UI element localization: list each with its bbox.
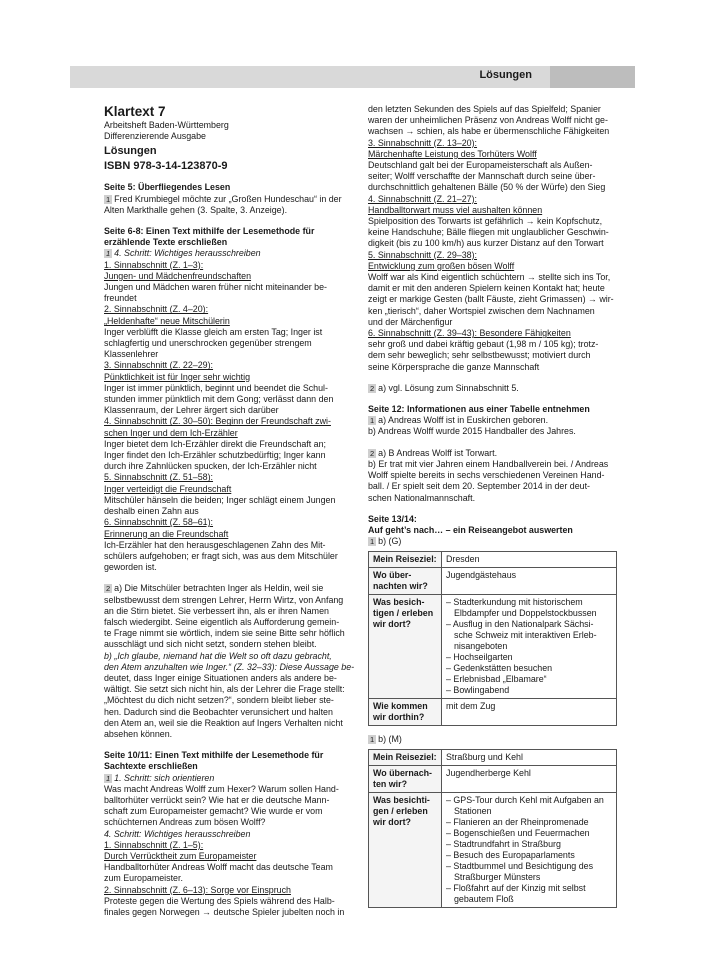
travel-table-dresden: [368, 551, 617, 726]
text-line: [104, 806, 356, 817]
line-text: Seite 13/14:: [368, 513, 417, 524]
text-line: [104, 628, 356, 639]
value-line: gebautem Floß: [454, 893, 514, 904]
line-text: 3. Sinnabschnitt (Z. 13–20):: [368, 137, 478, 148]
line-text: deutet, dass Inger einige Situationen anders als andere be-: [104, 672, 337, 683]
row-value: [442, 595, 617, 699]
value-line: – Besuch des Europaparlaments: [446, 849, 575, 860]
text-line: [368, 459, 616, 470]
text-line: [104, 707, 356, 718]
line-text: schlagfertig und unerschrocken gegenüber strengem: [104, 338, 312, 349]
left-column: [104, 104, 356, 918]
line-text: damit er mit den anderen Spielern keinen Kontakt hat; heute: [368, 283, 605, 294]
line-text: „Möchtest du dich nicht setzen?“, sondern bleibt lieber ste-: [104, 695, 334, 706]
text-line: [368, 426, 616, 437]
row-label: [369, 595, 442, 699]
line-text: 4. Sinnabschnitt (Z. 21–27):: [368, 193, 478, 204]
text-line: [104, 316, 356, 327]
text-line: [104, 226, 356, 237]
text-line: [104, 551, 356, 562]
text-line: [104, 540, 356, 551]
line-text: 4. Sinnabschnitt (Z. 30–50): Beginn der Freundschaft zwi-: [104, 416, 331, 427]
value-line: mit dem Zug: [446, 701, 496, 712]
text-line: [368, 205, 616, 216]
line-text: 3. Sinnabschnitt (Z. 22–29):: [104, 360, 214, 371]
right-column: [368, 104, 616, 908]
line-text: Durch Verrücktheit zum Europameister: [104, 850, 257, 861]
text-line: [104, 784, 356, 795]
text-line: [368, 104, 616, 115]
line-text: 6. Sinnabschnitt (Z. 39–43): Besondere Fähigkeiten: [368, 328, 571, 339]
line-text: Seite 6-8: Einen Text mithilfe der Lesemethode für: [104, 226, 315, 237]
text-line: [104, 104, 356, 119]
text-line: [368, 481, 616, 492]
value-line: nisangeboten: [454, 641, 508, 652]
line-text: Inger verteidigt die Freundschaft: [104, 483, 232, 494]
task-number: 1: [370, 416, 375, 426]
value-line: – Flanieren an der Rheinpromenade: [446, 816, 589, 827]
line-text: durch ihre Zahnlücken spucken, der Ich-Erzähler nicht: [104, 461, 317, 472]
row-label: [369, 699, 442, 726]
text-line: [104, 907, 356, 918]
value-line: – Floßfahrt auf der Kinzig mit selbst: [446, 882, 586, 893]
value-line: Stationen: [454, 805, 492, 816]
text-line: [104, 851, 356, 862]
text-line: [104, 338, 356, 349]
value-line: sche Schweiz mit interaktiven Erleb-: [454, 630, 597, 641]
line-text: Arbeitsheft Baden-Württemberg: [104, 120, 229, 130]
text-line: [368, 294, 616, 305]
line-text: a) B Andreas Wolff ist Torwart.: [378, 447, 498, 458]
row-label: [369, 749, 442, 765]
text-line: [368, 350, 616, 361]
text-line: [368, 383, 616, 394]
line-text: Seite 5: Überfliegendes Lesen: [104, 182, 231, 193]
line-text: Pünktlichkeit ist für Inger sehr wichtig: [104, 371, 251, 382]
line-text: den Atem an, weil sie die Reaktion auf Ingers Verhalten nicht: [104, 717, 343, 728]
text-line: [104, 484, 356, 495]
line-text: b) „Ich glaube, niemand hat die Welt so oft dazu gebracht,: [104, 650, 332, 661]
text-line: [104, 896, 356, 907]
text-line: [104, 394, 356, 405]
text-line: [104, 651, 356, 662]
text-line: [104, 606, 356, 617]
value-line: – Bowlingabend: [446, 685, 510, 696]
line-text: Fred Krumbiegel möchte zur „Großen Hundeschau“ in der: [114, 193, 342, 204]
text-line: [104, 583, 356, 594]
text-line: [368, 493, 616, 504]
line-text: dem sehr beweglich; sehr selbstbewusst; motiviert durch: [368, 350, 591, 361]
text-line: [368, 525, 616, 536]
text-line: [104, 617, 356, 628]
line-text: zeigt er markige Gesten (ballt Fäuste, zieht Grimassen) → wir-: [368, 294, 614, 305]
text-line: [104, 383, 356, 394]
line-text: a) Die Mitschüler betrachten Inger als Heldin, weil sie: [114, 583, 324, 594]
line-text: Sachtexte erschließen: [104, 761, 198, 772]
text-line: [104, 450, 356, 461]
line-text: selbstbewusst dem strengen Lehrer, Herrn Wirtz, von Anfang: [104, 594, 344, 605]
line-text: schen Inger und dem Ich-Erzähler: [104, 427, 238, 438]
table-row: [369, 765, 617, 792]
text-line: [104, 372, 356, 383]
text-line: [368, 216, 616, 227]
text-line: [104, 873, 356, 884]
text-line: [368, 514, 616, 525]
text-line: [368, 328, 616, 339]
spacer: [104, 573, 356, 583]
task-label-text: b) (M): [378, 734, 402, 745]
line-text: „Heldenhafte“ neue Mitschülerin: [104, 315, 230, 326]
line-text: schülers aufgehoben; er fragt sich, was aus dem Mitschüler: [104, 550, 338, 561]
task-number: 2: [106, 584, 111, 594]
table-row: [369, 595, 617, 699]
table-row: [369, 568, 617, 595]
text-line: [104, 795, 356, 806]
label-line: Mein Reiseziel:: [373, 751, 437, 762]
line-text: absehen können.: [104, 728, 173, 739]
line-text: 4. Schritt: Wichtiges herausschreiben: [114, 248, 261, 259]
text-line: [368, 339, 616, 350]
line-text: a) vgl. Lösung zum Sinnabschnitt 5.: [378, 382, 519, 393]
text-line: [104, 405, 356, 416]
line-text: den Atem anzuhalten wie Inger.“ (Z. 32–33): Diese Aussage be-: [104, 661, 355, 672]
row-label: [369, 792, 442, 907]
line-text: Klassenraum, der Lehrer ärgert sich darüber: [104, 405, 279, 416]
line-text: 1. Sinnabschnitt (Z. 1–3):: [104, 259, 204, 270]
line-text: Mitschüler hänseln die beiden; Inger schlägt einem Jungen: [104, 494, 336, 505]
task-number: 2: [370, 383, 375, 393]
line-text: Inger ist immer pünktlich, beginnt und beendet die Schul-: [104, 382, 328, 393]
line-text: 2. Sinnabschnitt (Z. 6–13): Sorge vor Einspruch: [104, 884, 291, 895]
value-line: Straßburger Münsters: [454, 871, 541, 882]
value-line: – Erlebnisbad „Elbamare“: [446, 674, 547, 685]
text-line: [368, 160, 616, 171]
line-text: Klassenlehrer: [104, 349, 159, 360]
line-text: balltorhüter verrückt sein? Wie hat er die deutsche Mann-: [104, 794, 330, 805]
task-label-m: [368, 734, 616, 745]
line-text: sehr groß und dabei kräftig gebaut (1,98 m / 105 kg); trotz-: [368, 339, 599, 350]
line-text: Differenzierende Ausgabe: [104, 131, 206, 142]
table-row: [369, 749, 617, 765]
task-number: 1: [106, 249, 111, 259]
text-line: [104, 761, 356, 772]
value-line: Jugendherberge Kehl: [446, 767, 531, 778]
text-line: [368, 470, 616, 481]
text-line: [104, 506, 356, 517]
line-text: Auf geht’s nach… – ein Reiseangebot auswerten: [368, 524, 573, 535]
line-text: ausschlägt und sich nicht setzt, sondern stehen bleibt.: [104, 639, 317, 650]
value-line: Elbdampfer und Doppelstockbussen: [454, 608, 597, 619]
text-line: [368, 404, 616, 415]
value-line: – Bogenschießen und Feuermachen: [446, 827, 590, 838]
value-line: Straßburg und Kehl: [446, 751, 523, 762]
text-line: [104, 773, 356, 784]
line-text: 5. Sinnabschnitt (Z. 29–38):: [368, 249, 478, 260]
line-text: 5. Sinnabschnitt (Z. 51–58):: [104, 472, 214, 483]
label-line: tigen / erleben: [373, 608, 434, 619]
line-text: wältigt. Sie setzt sich nicht hin, als der Lehrer die Frage stellt:: [104, 684, 345, 695]
line-text: Inger verblüfft die Klasse gleich am ersten Tag; Inger ist: [104, 326, 323, 337]
text-line: [104, 439, 356, 450]
line-text: Wolff war als Kind eigentlich schüchtern → stellte sich ins Tor,: [368, 272, 611, 283]
value-line: Jugendgästehaus: [446, 570, 517, 581]
value-line: – Stadtbummel und Besichtigung des: [446, 860, 594, 871]
text-line: [104, 416, 356, 427]
line-text: digkeit (bis zu 100 km/h) aus kurzer Distanz auf den Torwart: [368, 238, 604, 249]
line-text: durchschnittlich gehaltenen Bälle (50 % der Würfe) den Sieg: [368, 182, 606, 193]
text-line: [104, 862, 356, 873]
task-number: 1: [370, 537, 375, 547]
text-line: [104, 684, 356, 695]
line-text: deshalb einen Zahn aus: [104, 506, 199, 517]
text-line: [368, 182, 616, 193]
text-line: [104, 237, 356, 248]
header-bar: [70, 66, 635, 88]
line-text: seine Körpersprache die ganze Mannschaft: [368, 361, 540, 372]
line-text: Handballtorhüter Andreas Wolff macht das deutsche Team: [104, 862, 333, 873]
text-line: [104, 205, 356, 216]
line-text: und der Märchenfigur: [368, 316, 453, 327]
text-line: [104, 695, 356, 706]
row-value: [442, 792, 617, 907]
task-number: 2: [370, 448, 375, 458]
text-line: [104, 562, 356, 573]
travel-table-strassburg: [368, 749, 617, 908]
row-value: [442, 749, 617, 765]
line-text: schen Nationalmannschaft.: [368, 492, 476, 503]
row-label: [369, 765, 442, 792]
text-line: [104, 673, 356, 684]
line-text: 2. Sinnabschnitt (Z. 4–20):: [104, 304, 209, 315]
line-text: Jungen- und Mädchenfreundschaften: [104, 270, 252, 281]
text-line: [104, 349, 356, 360]
value-line: Dresden: [446, 554, 480, 565]
line-text: geworden ist.: [104, 562, 157, 573]
line-text: Deutschland galt bei der Europameisterschaft als Außen-: [368, 160, 593, 171]
text-line: [104, 718, 356, 729]
text-line: [104, 885, 356, 896]
text-line: [368, 362, 616, 373]
text-line: [104, 304, 356, 315]
row-value: [442, 568, 617, 595]
line-text: ball. / Er spielt seit dem 20. September 2014 in der deut-: [368, 481, 590, 492]
text-line: [104, 461, 356, 472]
line-text: falsch wiedergibt. Seine eigentlich als Aufforderung gemein-: [104, 616, 340, 627]
text-line: [104, 160, 356, 172]
text-line: [104, 529, 356, 540]
row-value: [442, 765, 617, 792]
value-line: – Ausflug in den Nationalpark Sächsi-: [446, 619, 594, 630]
line-text: schüchternen Andreas zum bösen Wolff?: [104, 817, 266, 828]
line-text: b) (G): [378, 536, 402, 547]
label-line: Wo übernach-: [373, 767, 433, 778]
line-text: Spielposition des Torwarts ist gefährlich → kein Kopfschutz,: [368, 216, 603, 227]
header-label: Lösungen: [479, 69, 532, 81]
text-line: [368, 415, 616, 426]
text-line: [104, 517, 356, 528]
text-line: [368, 536, 616, 547]
spacer: [368, 373, 616, 383]
task-number: 1: [106, 194, 111, 204]
value-line: – Stadtrundfahrt in Straßburg: [446, 838, 561, 849]
line-text: 4. Schritt: Wichtiges herausschreiben: [104, 828, 251, 839]
line-text: Was macht Andreas Wolff zum Hexer? Warum sollen Hand-: [104, 783, 339, 794]
line-text: Handballtorwart muss viel aushalten können: [368, 204, 543, 215]
line-text: te Frage nimmt sie wörtlich, indem sie seine Bitte sehr höflich: [104, 628, 345, 639]
label-line: wir dort?: [373, 619, 411, 630]
line-text: Wolff spielte bereits in sechs verschiedenen Vereinen Hand-: [368, 470, 605, 481]
text-line: [104, 327, 356, 338]
label-line: Wie kommen: [373, 701, 428, 712]
value-line: – Hochseilgarten: [446, 652, 513, 663]
header-accent: [550, 66, 635, 88]
line-text: ISBN 978-3-14-123870-9: [104, 160, 228, 173]
row-label: [369, 552, 442, 568]
line-text: 6. Sinnabschnitt (Z. 58–61):: [104, 517, 214, 528]
line-text: wachsen → schien, als habe er übermenschliche Fähigkeiten: [368, 126, 610, 137]
label-line: wir dort?: [373, 816, 411, 827]
table-row: [369, 792, 617, 907]
text-line: [368, 306, 616, 317]
text-line: [368, 448, 616, 459]
text-line: [368, 227, 616, 238]
text-line: [368, 126, 616, 137]
line-text: keine Handschuhe; Bälle fliegen mit unglaublicher Geschwin-: [368, 227, 609, 238]
line-text: ken „tierisch“, daher Wortspiel zwischen dem Nachnamen: [368, 305, 595, 316]
line-text: Märchenhafte Leistung des Torhüters Wolff: [368, 148, 537, 159]
line-text: Ich-Erzähler hat den herausgeschlagenen Zahn des Mit-: [104, 539, 326, 550]
line-text: an die Stirn bietet. Sie verbessert ihn, als er ihren Namen: [104, 605, 329, 616]
label-line: gen / erleben: [373, 805, 428, 816]
row-value: [442, 552, 617, 568]
line-text: Klartext 7: [104, 104, 166, 119]
text-line: [104, 120, 356, 131]
label-line: ten wir?: [373, 778, 408, 789]
text-line: [104, 271, 356, 282]
text-line: [104, 145, 356, 157]
text-line: [104, 662, 356, 673]
text-line: [104, 495, 356, 506]
value-line: – GPS-Tour durch Kehl mit Aufgaben an: [446, 794, 604, 805]
table-row: [369, 552, 617, 568]
label-line: Was besichti-: [373, 794, 430, 805]
line-text: Lösungen: [104, 145, 157, 158]
line-text: zum Europameister.: [104, 873, 183, 884]
text-line: [104, 248, 356, 259]
line-text: seiter; Wolff verschaffte der Mannschaft durch seine über-: [368, 171, 596, 182]
line-text: den letzten Sekunden des Spiels auf das Spielfeld; Spanier: [368, 104, 601, 114]
line-text: Entwicklung zum großen bösen Wolff: [368, 260, 515, 271]
text-line: [104, 639, 356, 650]
text-line: [368, 283, 616, 294]
line-text: Proteste gegen die Wertung des Spiels während des Halb-: [104, 895, 335, 906]
line-text: b) Er trat mit vier Jahren einem Handballverein bei. / Andreas: [368, 458, 609, 469]
line-text: waren der unheimlichen Präsenz von Andreas Wolff nicht ge-: [368, 115, 608, 126]
text-line: [104, 260, 356, 271]
line-text: freundet: [104, 293, 137, 304]
text-line: [104, 360, 356, 371]
text-line: [104, 194, 356, 205]
text-line: [104, 750, 356, 761]
label-line: wir dorthin?: [373, 712, 425, 723]
text-line: [368, 250, 616, 261]
value-line: – Gedenkstätten besuchen: [446, 663, 553, 674]
row-value: [442, 699, 617, 726]
text-line: [368, 138, 616, 149]
table-row: [369, 699, 617, 726]
line-text: schaft zum Europameister gemacht? Wie wurde er vom: [104, 806, 323, 817]
text-line: [368, 238, 616, 249]
line-text: b) Andreas Wolff wurde 2015 Handballer des Jahres.: [368, 426, 576, 437]
line-text: finales gegen Norwegen → deutsche Spieler jubelten noch in: [104, 907, 345, 917]
text-line: [368, 171, 616, 182]
line-text: Jungen und Mädchen waren früher nicht miteinander be-: [104, 282, 327, 293]
text-line: [104, 595, 356, 606]
text-line: [104, 829, 356, 840]
text-line: [368, 272, 616, 283]
right-column-text: [368, 104, 616, 547]
text-line: [104, 282, 356, 293]
row-label: [369, 568, 442, 595]
line-text: erzählende Texte erschließen: [104, 237, 228, 248]
spacer: [368, 438, 616, 448]
line-text: Inger bietet dem Ich-Erzähler direkt die Freundschaft an;: [104, 438, 326, 449]
label-line: Was besich-: [373, 597, 425, 608]
text-line: [104, 182, 356, 193]
line-text: 1. Schritt: sich orientieren: [114, 772, 215, 783]
label-line: nachten wir?: [373, 581, 428, 592]
line-text: hen. Dadurch sind die Beobachter verunsichert und halten: [104, 706, 333, 717]
line-text: Seite 12: Informationen aus einer Tabelle entnehmen: [368, 404, 590, 415]
text-line: [104, 472, 356, 483]
line-text: 1. Sinnabschnitt (Z. 1–5):: [104, 839, 204, 850]
text-line: [368, 317, 616, 328]
text-line: [368, 149, 616, 160]
task-number: 1: [106, 773, 111, 783]
text-line: [104, 131, 356, 142]
line-text: Inger findet den Ich-Erzähler schutzbedürftig; Inger kann: [104, 450, 326, 461]
line-text: Seite 10/11: Einen Text mithilfe der Lesemethode für: [104, 750, 324, 761]
task-number: 1: [370, 735, 375, 745]
line-text: Erinnerung an die Freundschaft: [104, 528, 229, 539]
text-line: [104, 729, 356, 740]
label-line: Mein Reiseziel:: [373, 554, 437, 565]
text-line: [104, 840, 356, 851]
line-text: stunden immer pünktlich mit dem Gong; verlässt dann den: [104, 394, 334, 405]
line-text: a) Andreas Wolff ist in Euskirchen geboren.: [378, 415, 549, 426]
text-line: [368, 261, 616, 272]
text-line: [104, 817, 356, 828]
text-line: [368, 194, 616, 205]
line-text: Alten Markthalle gehen (3. Spalte, 3. Anzeige).: [104, 204, 288, 215]
text-line: [104, 428, 356, 439]
text-line: [368, 115, 616, 126]
text-line: [104, 293, 356, 304]
label-line: Wo über-: [373, 570, 412, 581]
value-line: – Stadterkundung mit historischem: [446, 597, 583, 608]
